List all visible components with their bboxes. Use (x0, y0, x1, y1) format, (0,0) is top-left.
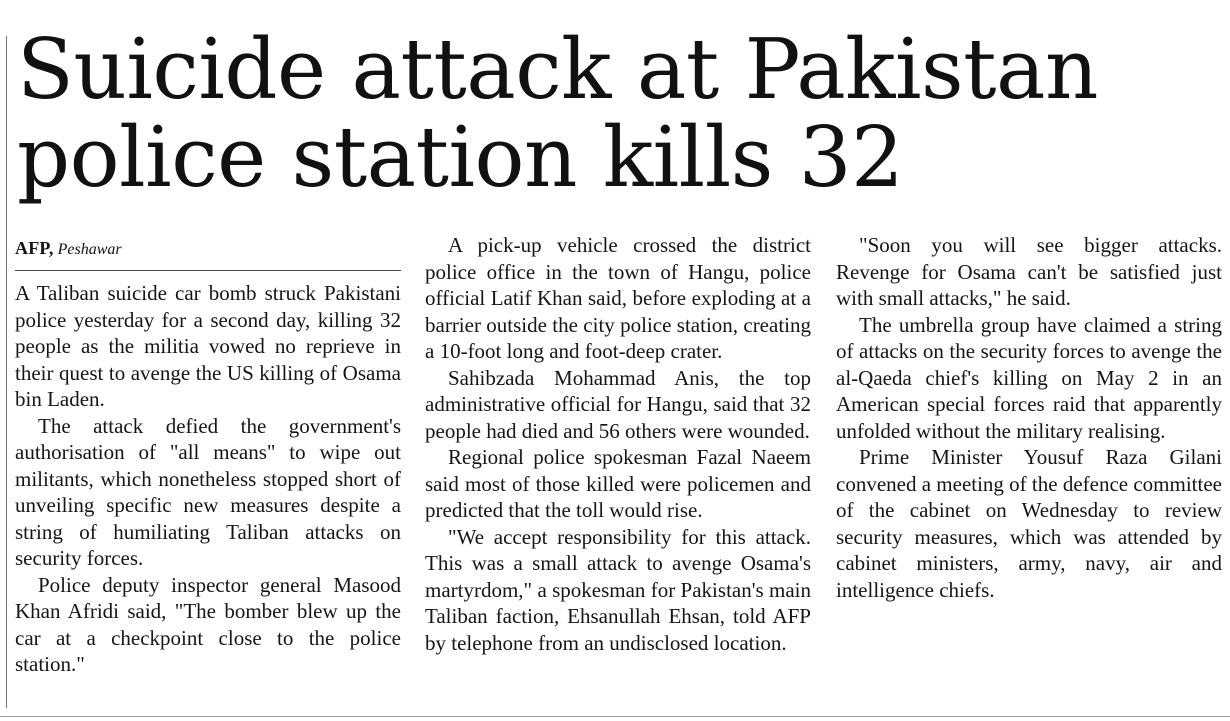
paragraph-4: A pick-up vehicle crossed the district police office in the town of Hangu, police official Latif Khan said, before exploding at a barrier outside the city police station, creating a 10-foot long and foot-deep crater. (425, 233, 811, 363)
article-column-2 (425, 232, 811, 710)
byline-divider (15, 270, 401, 271)
paragraph-8: "Soon you will see bigger attacks. Revenge for Osama can't be satisfied just with small attacks," he said. (836, 233, 1222, 310)
left-margin-rule (6, 36, 7, 708)
article-column-3 (836, 232, 1222, 710)
headline: Suicide attack at Pakistan police station kills 32 (17, 21, 1098, 206)
byline-place: Peshawar (57, 241, 122, 258)
paragraph-1: A Taliban suicide car bomb struck Pakistani police yesterday for a second day, killing 32 people as the militia vowed no reprieve in their quest to avenge the US killing of Osama bin Laden. (15, 281, 401, 411)
paragraph-5: Sahibzada Mohammad Anis, the top administrative official for Hangu, said that 32 people had died and 56 others were wounded. (425, 365, 811, 443)
byline-agency: AFP, (15, 238, 54, 258)
paragraph-3: Police deputy inspector general Masood Khan Afridi said, "The bomber blew up the car at a checkpoint close to the police station." (15, 572, 401, 676)
paragraph-6: Regional police spokesman Fazal Naeem said most of those killed were policemen and predicted that the toll would rise. (425, 445, 811, 522)
paragraph-10: Prime Minister Yousuf Raza Gilani convened a meeting of the defence committee of the cabinet on Wednesday to review security measures, which was attended by cabinet ministers, army, navy, air and intelligence chiefs. (836, 445, 1222, 602)
paragraph-9: The umbrella group have claimed a string of attacks on the security forces to avenge the al-Qaeda chief's killing on May 2 in an American special forces raid that apparently unfolded without the military realising. (836, 312, 1222, 443)
paragraph-2: The attack defied the government's authorisation of "all means" to wipe out militants, which nonetheless stopped short of unveiling specific new measures despite a string of humiliating Taliban attacks on security forces. (15, 413, 401, 570)
paragraph-7: "We accept responsibility for this attack. This was a small attack to avenge Osama's martyrdom," a spokesman for Pakistan's main Taliban faction, Ehsanullah Ehsan, told AFP by telephone from an undisclosed location. (425, 524, 811, 655)
article-column-1 (15, 280, 401, 710)
bottom-divider (0, 716, 1230, 717)
byline (15, 238, 401, 264)
